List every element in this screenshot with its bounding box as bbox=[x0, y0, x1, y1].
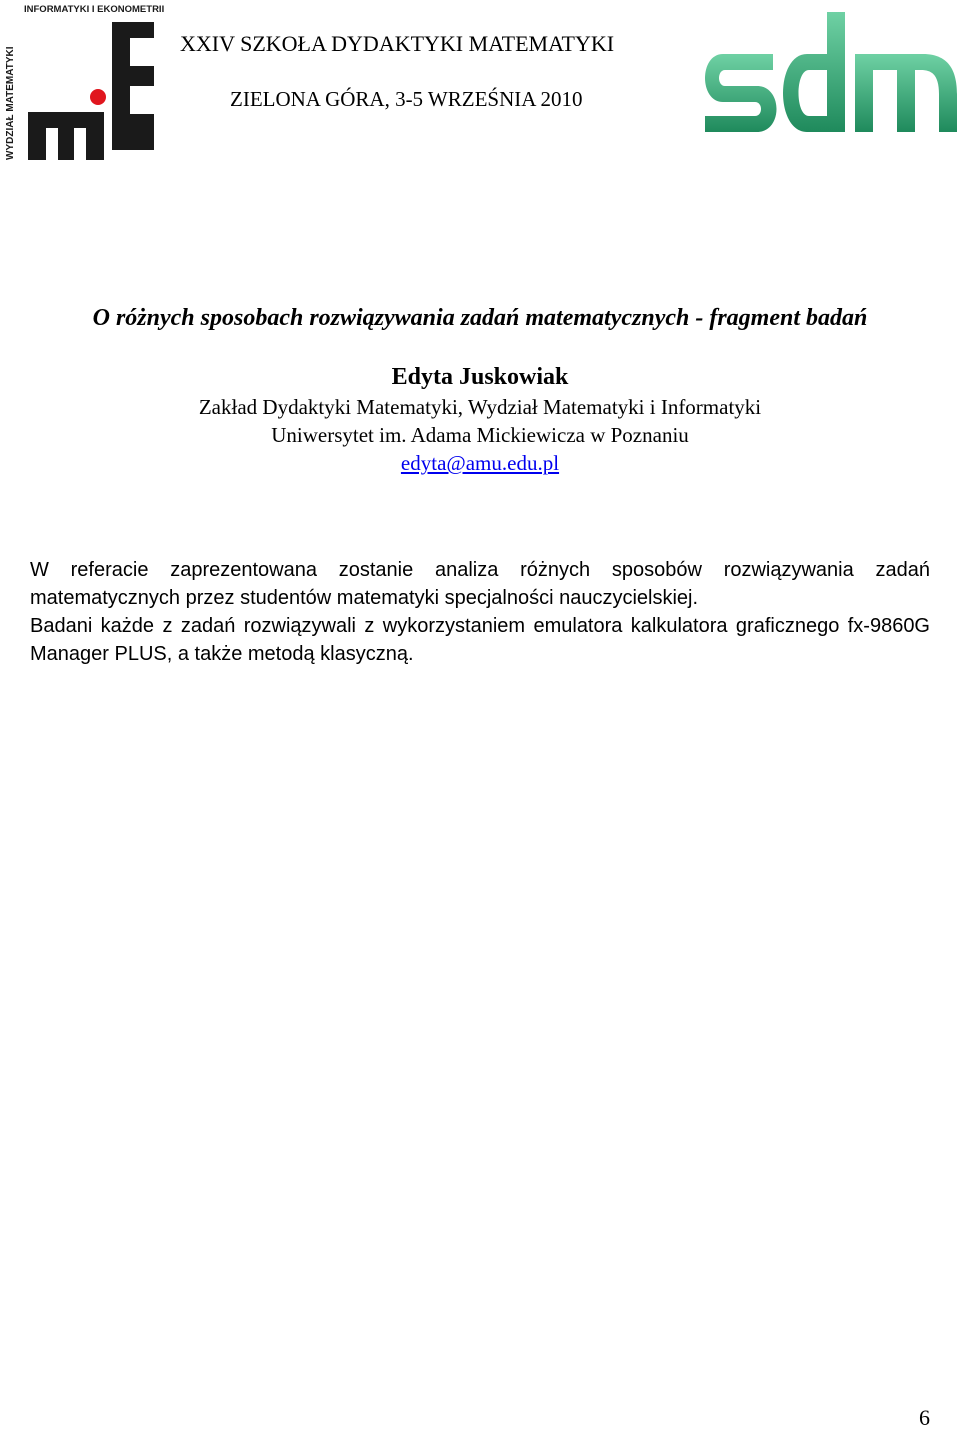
affiliation-department: Zakład Dydaktyki Matematyki, Wydział Matematyki i Informatyki bbox=[198, 395, 762, 419]
logo-m-gap-1 bbox=[46, 128, 58, 160]
faculty-logo bbox=[0, 0, 165, 165]
logo-m-gap-2 bbox=[74, 128, 86, 160]
author-email bbox=[0, 449, 960, 477]
author-name: Edyta Juskowiak bbox=[391, 364, 569, 390]
sdm-letter-s bbox=[705, 54, 777, 132]
logo-red-dot bbox=[90, 89, 106, 105]
abstract-paragraph-2: Badani każde z zadań rozwiązywali z wykorzystaniem emulatora kalkulatora graficznego fx-9860G Manager PLUS, a także metodą klasyczną. bbox=[30, 615, 930, 665]
sdm-letter-m bbox=[855, 54, 957, 132]
conference-title: XXIV SZKOŁA DYDAKTYKI MATEMATYKI bbox=[180, 31, 615, 56]
logo-e-gap-top bbox=[130, 38, 155, 66]
page-number: 6 bbox=[919, 1405, 930, 1430]
faculty-logo-side-text: WYDZIAŁ MATEMATYKI bbox=[5, 46, 16, 160]
conference-place-date: ZIELONA GÓRA, 3-5 WRZEŚNIA 2010 bbox=[230, 87, 583, 111]
faculty-logo-graphic bbox=[0, 0, 165, 165]
paper-title: O różnych sposobach rozwiązywania zadań matematycznych - fragment badań bbox=[92, 305, 868, 331]
affiliation-university: Uniwersytet im. Adama Mickiewicza w Poznaniu bbox=[271, 423, 689, 447]
logo-m-body bbox=[28, 112, 104, 160]
sdm-logo-graphic bbox=[695, 4, 960, 142]
faculty-logo-top-text: INFORMATYKI I EKONOMETRII bbox=[24, 4, 165, 15]
sdm-logo bbox=[695, 4, 960, 142]
logo-e-gap-bottom bbox=[130, 86, 155, 114]
sdm-letter-d bbox=[783, 12, 845, 132]
abstract-paragraph-1: W referacie zaprezentowana zostanie analiza różnych sposobów rozwiązywania zadań matematycznych przez studentów matematyki specjalności nauczycielskiej. bbox=[30, 559, 930, 609]
email-link[interactable]: edyta@amu.edu.pl bbox=[400, 451, 560, 475]
abstract bbox=[30, 556, 930, 668]
